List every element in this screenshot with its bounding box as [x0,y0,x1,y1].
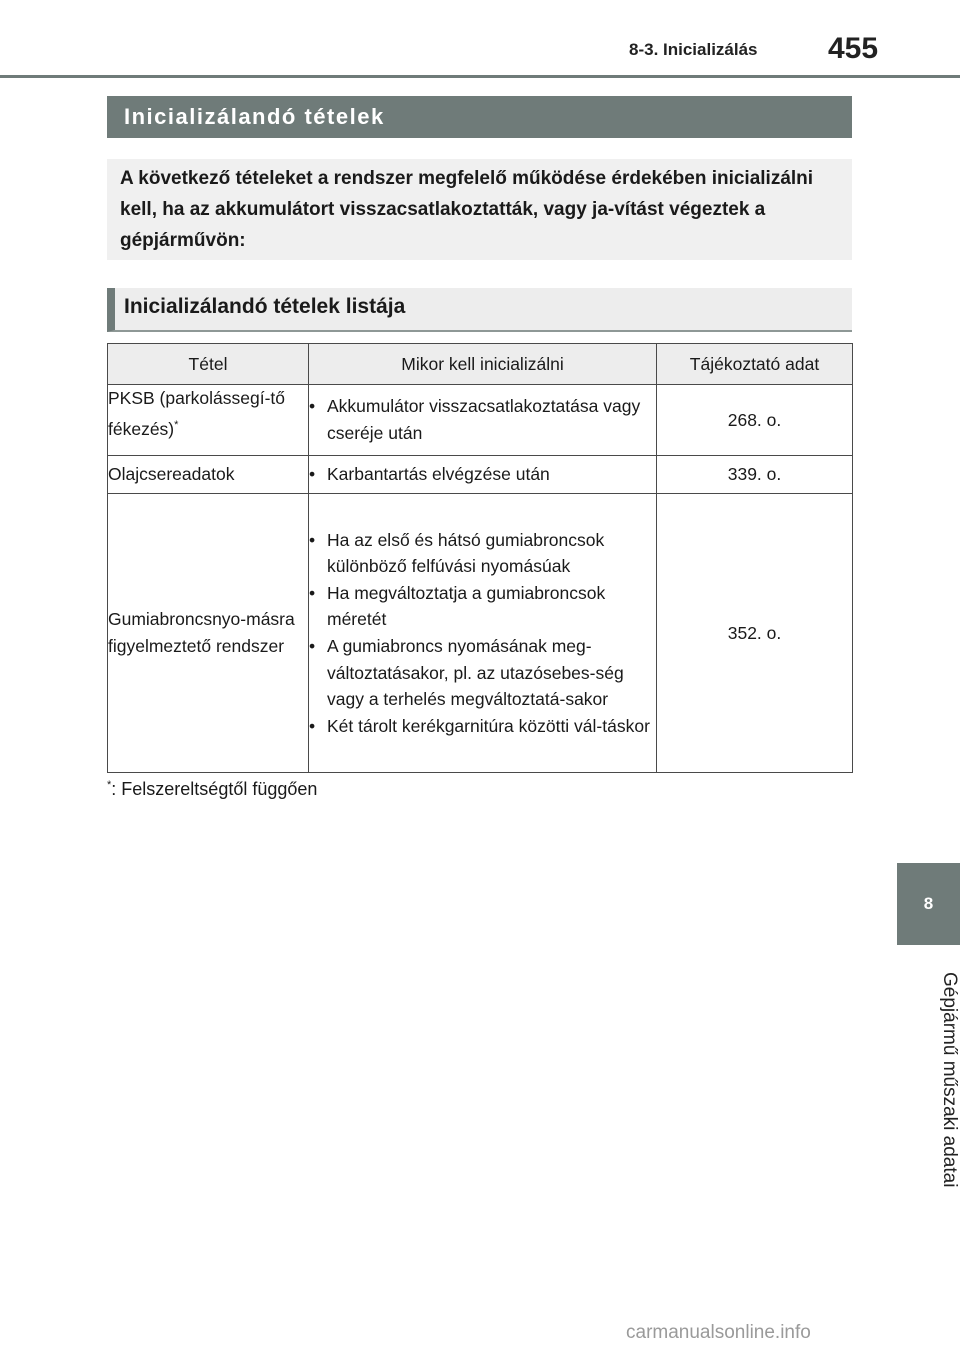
table-row [108,494,853,773]
list-item: • Ha megváltoztatja a gumiabroncsok méretét [309,580,656,633]
intro-text: A következő tételeket a rendszer megfelelő működése érdekében inicializálni kell, ha az akkumulátort visszacsatlakoztatták, vagy ja-vítást végeztek a gépjárművön: [120,168,814,251]
initialization-table [107,343,853,773]
when-cell [309,385,657,456]
reference-cell: 352. o. [657,494,853,773]
column-header-when: Mikor kell inicializálni [309,344,657,385]
list-item: • A gumiabroncs nyomásának meg-változtatásakor, pl. az utazósebes-ség vagy a terhelés megváltoztatá-sakor [309,633,656,713]
page-number: 455 [828,32,879,65]
list-item: • Két tárolt kerékgarnitúra közötti vál-táskor [309,713,656,740]
table-header-row [108,344,853,385]
item-name: Gumiabroncsnyo-másra figyelmeztető rendszer [108,609,295,656]
list-item: • Akkumulátor visszacsatlakoztatása vagy cseréje után [309,393,656,446]
table-row [108,456,853,494]
list-item: • Ha az első és hátsó gumiabroncsok különböző felfúvási nyomásúak [309,527,656,580]
chapter-title: Gépjármű műszaki adatai [939,972,960,1188]
footnote-mark: * [107,779,112,791]
column-header-item: Tétel [108,344,309,385]
reference-cell: 268. o. [657,385,853,456]
item-name: PKSB (parkolássegí-tő fékezés) [108,388,286,439]
item-cell [108,494,309,773]
when-cell [309,494,657,773]
item-cell [108,456,309,494]
footnote-mark: * [174,419,179,431]
watermark: carmanualsonline.info [626,1322,811,1343]
table-row [108,385,853,456]
footnote-text: : Felszereltségtől függően [111,779,318,799]
intro-box [107,159,852,260]
list-item: • Karbantartás elvégzése után [309,461,656,488]
column-header-reference: Tájékoztató adat [657,344,853,385]
chapter-number: 8 [923,894,934,913]
item-name: Olajcsereadatok [108,464,235,484]
when-cell [309,456,657,494]
header-divider [0,75,960,78]
chapter-tab [897,863,960,945]
section-header: 8-3. Inicializálás [629,40,758,59]
footnote [107,779,317,800]
section-title: Inicializálandó tételek [107,96,852,138]
item-cell [108,385,309,456]
reference-cell: 339. o. [657,456,853,494]
subsection-title: Inicializálandó tételek listája [107,288,852,332]
